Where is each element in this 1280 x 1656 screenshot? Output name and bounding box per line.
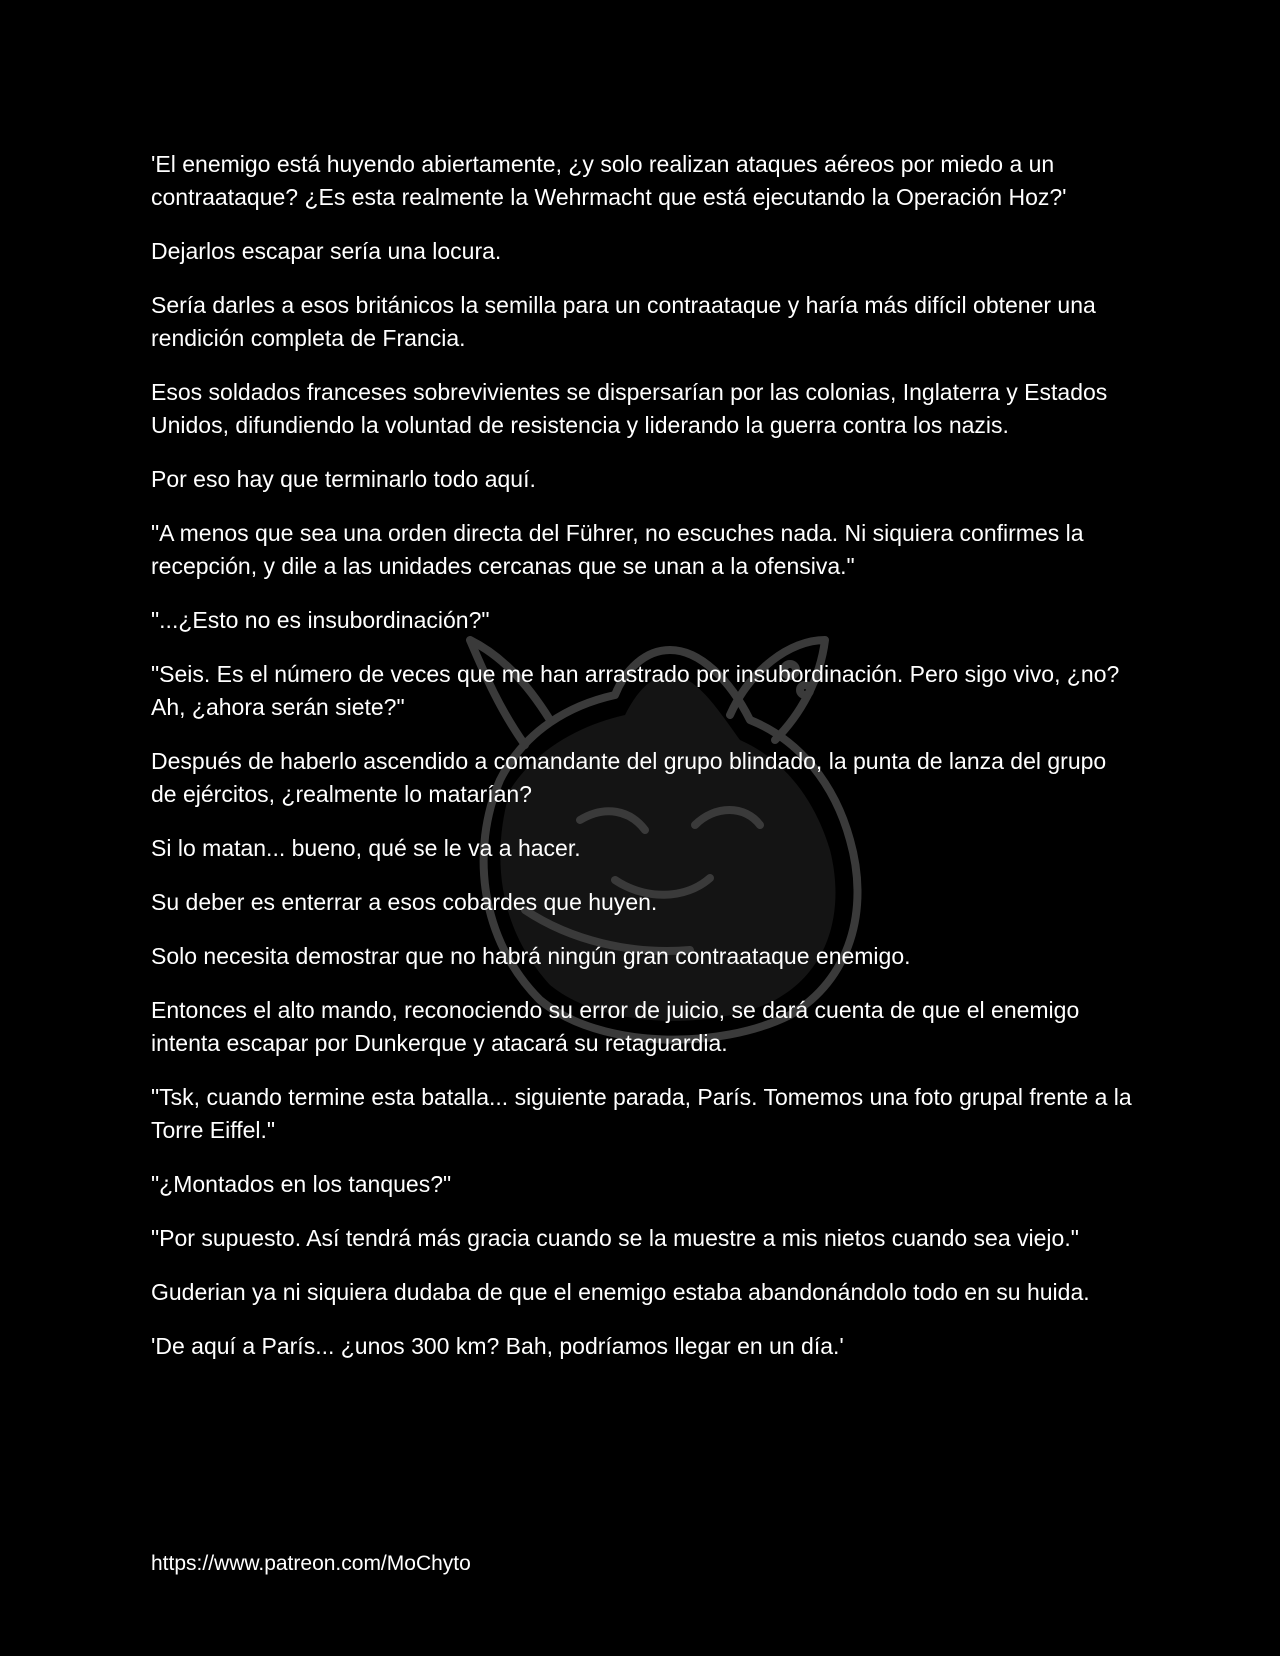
paragraph: "...¿Esto no es insubordinación?" (151, 607, 490, 633)
paragraph: Entonces el alto mando, reconociendo su error de juicio, se dará cuenta de que el enemigo intenta escapar por Dunkerque y atacará su retaguardia. (151, 997, 1080, 1056)
paragraph: Su deber es enterrar a esos cobardes que huyen. (151, 889, 658, 915)
paragraph: "Tsk, cuando termine esta batalla... siguiente parada, París. Tomemos una foto grupal frente a la Torre Eiffel." (151, 1084, 1132, 1143)
paragraph: Por eso hay que terminarlo todo aquí. (151, 466, 536, 492)
paragraph: Guderian ya ni siquiera dudaba de que el enemigo estaba abandonándolo todo en su huida. (151, 1279, 1090, 1305)
document-body (151, 148, 1136, 1384)
paragraph: "A menos que sea una orden directa del Führer, no escuches nada. Ni siquiera confirmes la recepción, y dile a las unidades cercanas que se unan a la ofensiva." (151, 520, 1084, 579)
paragraph: "Por supuesto. Así tendrá más gracia cuando se la muestre a mis nietos cuando sea viejo." (151, 1225, 1079, 1251)
paragraph: Después de haberlo ascendido a comandante del grupo blindado, la punta de lanza del grupo de ejércitos, ¿realmente lo matarían? (151, 748, 1107, 807)
paragraph: 'El enemigo está huyendo abiertamente, ¿y solo realizan ataques aéreos por miedo a un contraataque? ¿Es esta realmente la Wehrmacht que está ejecutando la Operación Hoz?' (151, 151, 1067, 210)
patreon-link[interactable]: https://www.patreon.com/MoChyto (151, 1552, 471, 1575)
paragraph: Si lo matan... bueno, qué se le va a hacer. (151, 835, 581, 861)
paragraph: 'De aquí a París... ¿unos 300 km? Bah, podríamos llegar en un día.' (151, 1333, 844, 1359)
paragraph: Solo necesita demostrar que no habrá ningún gran contraataque enemigo. (151, 943, 911, 969)
paragraph: Esos soldados franceses sobrevivientes se dispersarían por las colonias, Inglaterra y Estados Unidos, difundiendo la voluntad de resistencia y liderando la guerra contra los nazis. (151, 379, 1108, 438)
paragraph: Sería darles a esos británicos la semilla para un contraataque y haría más difícil obtener una rendición completa de Francia. (151, 292, 1096, 351)
paragraph: Dejarlos escapar sería una locura. (151, 238, 502, 264)
paragraph: "Seis. Es el número de veces que me han arrastrado por insubordinación. Pero sigo vivo, ¿no? Ah, ¿ahora serán siete?" (151, 661, 1120, 720)
paragraph: "¿Montados en los tanques?" (151, 1171, 452, 1197)
